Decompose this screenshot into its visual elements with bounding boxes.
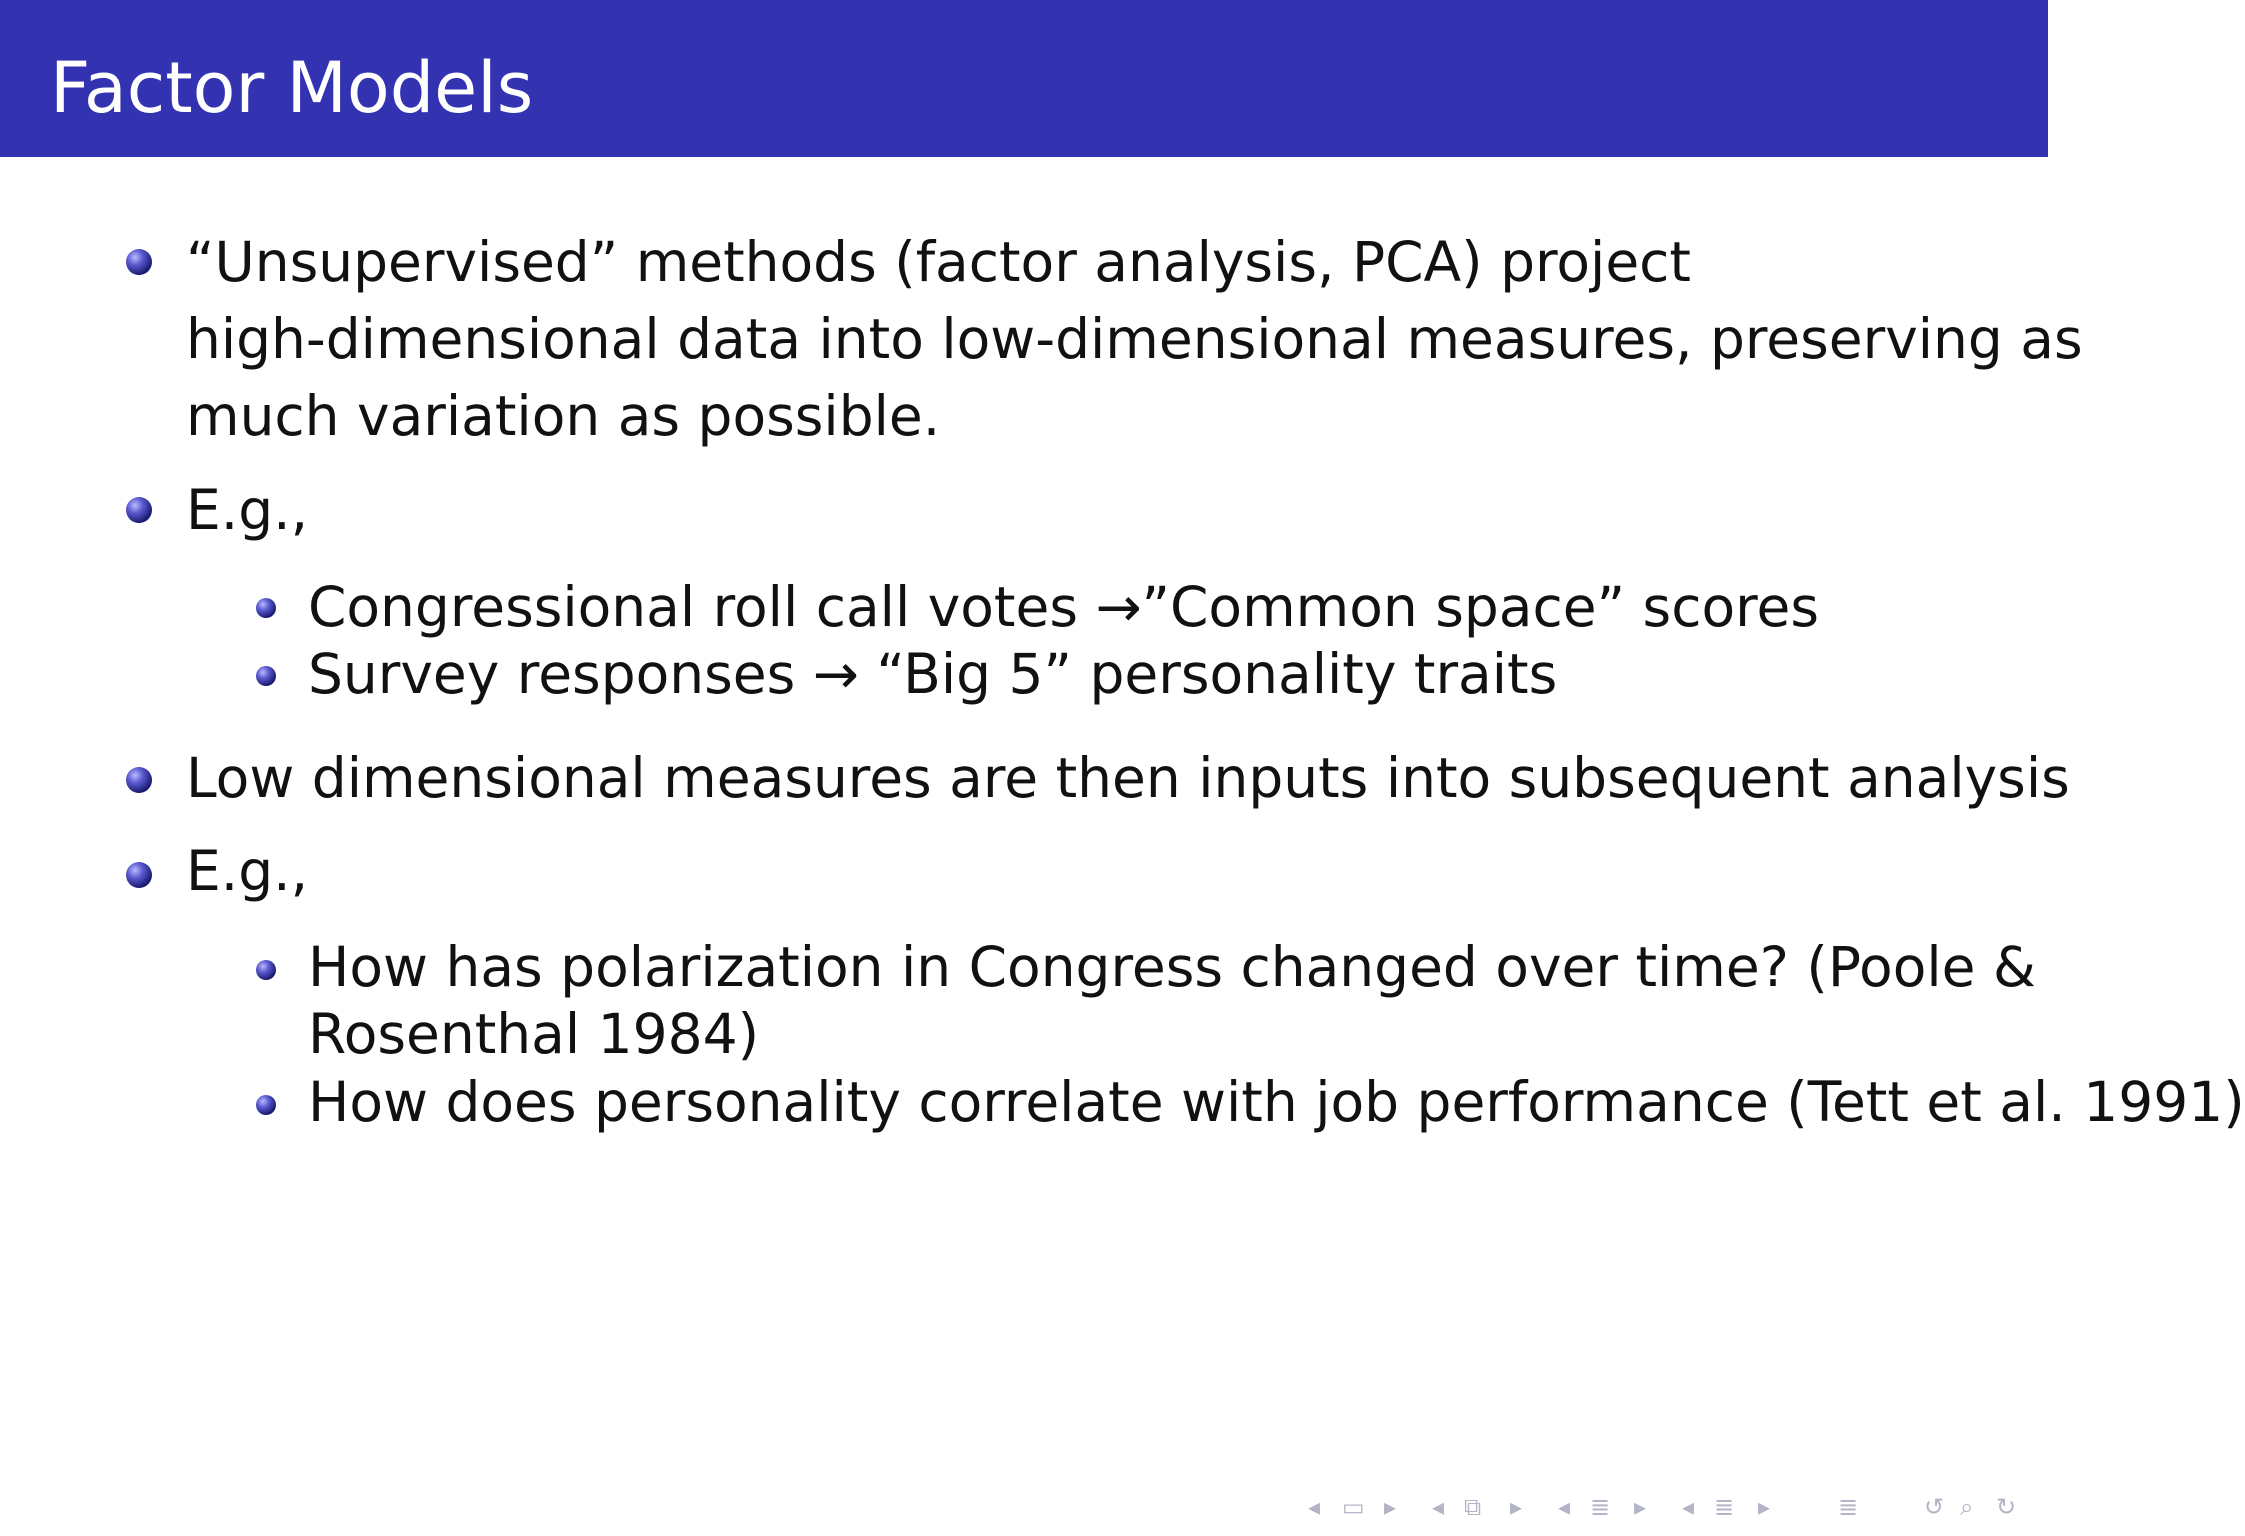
outline-icon[interactable]: ≣ [1838,1493,1859,1521]
bullet-1-line-2: high-dimensional data into low-dimensional measures, preserving as [186,307,2083,371]
frame-icon[interactable]: ▭ [1342,1493,1365,1521]
bullet-1-line-3: much variation as possible. [186,384,941,448]
nav-right-arrow-icon[interactable]: ▸ [1510,1493,1523,1521]
nav-right-arrow-icon[interactable]: ▸ [1634,1493,1647,1521]
nav-left-arrow-icon[interactable]: ◂ [1308,1493,1321,1521]
title-bar [0,0,2048,157]
bullet-3-line-1: Low dimensional measures are then inputs into subsequent analysis [186,746,2070,810]
bullet-icon [126,767,152,793]
slide-title: Factor Models [50,47,534,129]
sub-bullet-icon [256,960,276,980]
subsection-icon[interactable]: ⧉ [1464,1493,1482,1521]
bullet-4-sub-2: How does personality correlate with job performance (Tett et al. 1991) [308,1070,2245,1134]
bullet-2-line-1: E.g., [186,478,309,542]
section-icon[interactable]: ≣ [1590,1493,1611,1521]
bullet-2-sub-1: Congressional roll call votes →”Common space” scores [308,575,1819,639]
nav-left-arrow-icon[interactable]: ◂ [1682,1493,1695,1521]
nav-left-arrow-icon[interactable]: ◂ [1558,1493,1571,1521]
nav-right-arrow-icon[interactable]: ▸ [1384,1493,1397,1521]
bullet-4-line-1: E.g., [186,839,309,903]
nav-right-arrow-icon[interactable]: ▸ [1758,1493,1771,1521]
sub-bullet-icon [256,1095,276,1115]
sub-bullet-icon [256,598,276,618]
bullet-icon [126,497,152,523]
sub-bullet-icon [256,666,276,686]
presentation-icon[interactable]: ≣ [1714,1493,1735,1521]
bullet-icon [126,862,152,888]
nav-left-arrow-icon[interactable]: ◂ [1432,1493,1445,1521]
bullet-4-sub-1-line-1: How has polarization in Congress changed over time? (Poole & [308,935,2036,999]
back-icon[interactable]: ↺ [1924,1493,1945,1521]
bullet-icon [126,249,152,275]
bullet-1-line-1: “Unsupervised” methods (factor analysis, PCA) project [186,230,1691,294]
bullet-2-sub-2: Survey responses → “Big 5” personality traits [308,642,1558,706]
forward-icon[interactable]: ↻ [1996,1493,2017,1521]
search-icon[interactable]: ⌕ [1960,1493,1974,1521]
bullet-4-sub-1-line-2: Rosenthal 1984) [308,1002,760,1066]
navigation-bar [1300,1490,2040,1524]
